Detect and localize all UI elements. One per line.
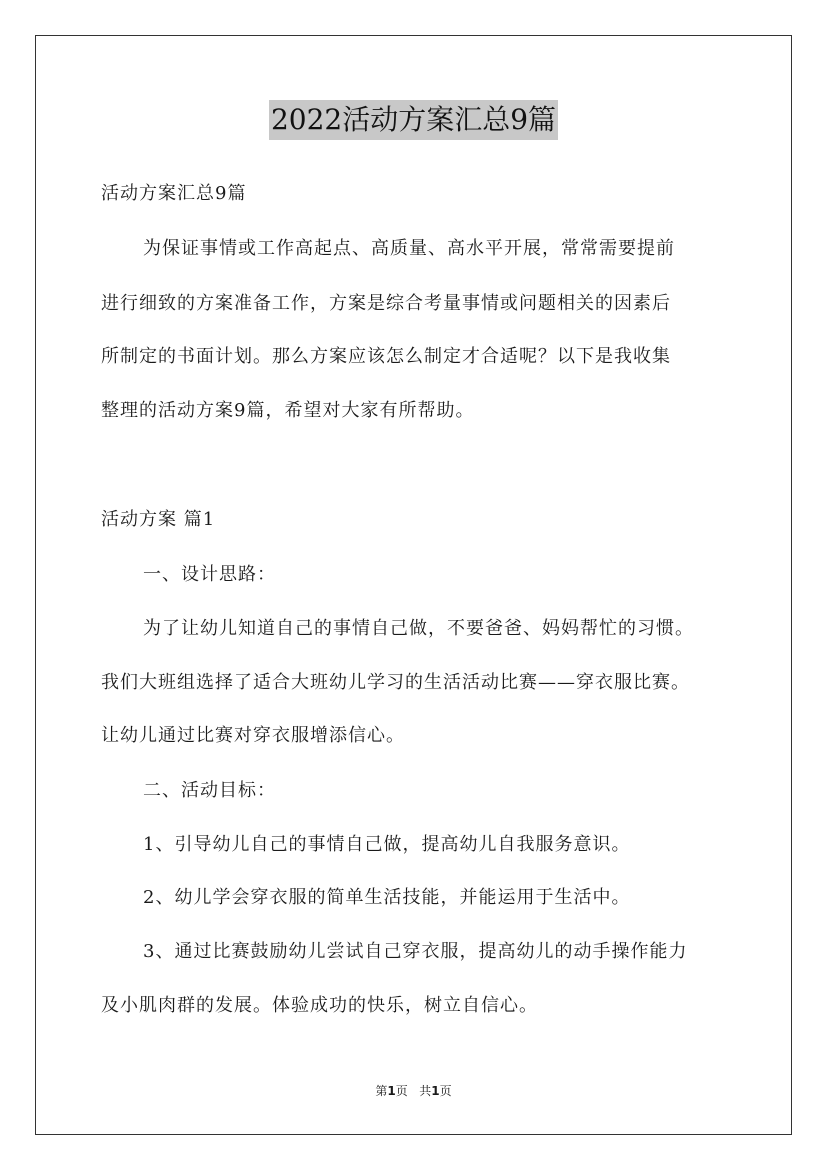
page-footer	[0, 1083, 827, 1099]
footer-page-prefix: 第	[375, 1084, 388, 1098]
intro-line-1: 为保证事情或工作高起点、高质量、高水平开展，常常需要提前	[143, 238, 675, 259]
title-container	[0, 100, 827, 140]
section-heading: 活动方案 篇1	[101, 509, 216, 530]
document-subtitle: 活动方案汇总9篇	[101, 183, 247, 204]
footer-total-number: 1	[431, 1084, 440, 1098]
goal-2: 2、幼儿学会穿衣服的简单生活技能，并能运用于生活中。	[143, 887, 631, 908]
footer-page-suffix: 页	[395, 1084, 408, 1098]
goal-3: 3、通过比赛鼓励幼儿尝试自己穿衣服，提高幼儿的动手操作能力	[143, 941, 688, 962]
footer-page-number: 1	[387, 1084, 396, 1098]
part2-heading: 二、活动目标：	[143, 780, 276, 801]
goal-3-continued: 及小肌肉群的发展。体验成功的快乐，树立自信心。	[101, 995, 538, 1016]
intro-line-2: 进行细致的方案准备工作，方案是综合考量事情或问题相关的因素后	[101, 293, 671, 314]
part1-body-line-1: 为了让幼儿知道自己的事情自己做，不要爸爸、妈妈帮忙的习惯。	[143, 618, 694, 639]
intro-line-4: 整理的活动方案9篇，希望对大家有所帮助。	[101, 400, 475, 421]
document-title: 2022活动方案汇总9篇	[269, 100, 558, 140]
part1-heading: 一、设计思路：	[143, 564, 276, 585]
part1-body-line-3: 让幼儿通过比赛对穿衣服增添信心。	[101, 725, 405, 746]
footer-total-suffix: 页	[439, 1084, 452, 1098]
footer-total-prefix: 共	[419, 1084, 432, 1098]
part1-body-line-2: 我们大班组选择了适合大班幼儿学习的生活活动比赛——穿衣服比赛。	[101, 672, 690, 693]
goal-1: 1、引导幼儿自己的事情自己做，提高幼儿自我服务意识。	[143, 834, 631, 855]
intro-line-3: 所制定的书面计划。那么方案应该怎么制定才合适呢？以下是我收集	[101, 346, 671, 367]
